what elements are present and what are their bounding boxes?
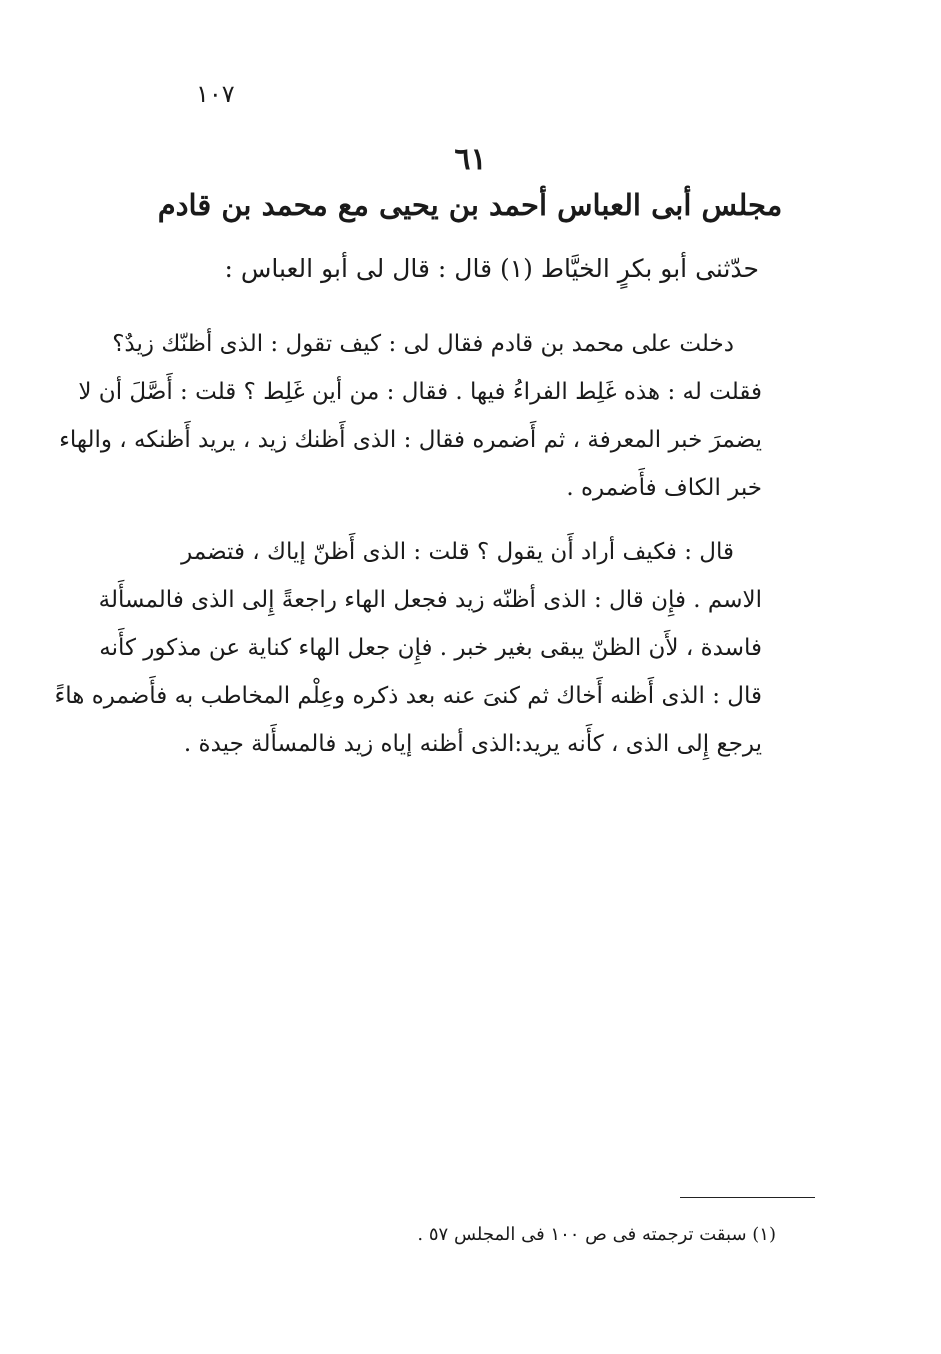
section-title: مجلس أبى العباس أحمد بن يحيى مع محمد بن قادم bbox=[157, 188, 783, 222]
footnote-divider bbox=[680, 1197, 815, 1198]
paragraph-line: قال : فكيف أراد أَن يقول ؟ قلت : الذى أَظنّ إياك ، فتضمر bbox=[181, 539, 734, 565]
paragraph-line: خبر الكاف فأَضمره . bbox=[566, 475, 762, 501]
footnote: (١) سبقت ترجمته فى ص ١٠٠ فى المجلس ٥٧ . bbox=[417, 1224, 776, 1245]
intro-line: حدّثنى أبو بكرٍ الخيَّاط (١) قال : قال لى أبو العباس : bbox=[224, 254, 759, 283]
paragraph-line: الاسم . فإِن قال : الذى أظنّه زيد فجعل الهاء راجعةً إِلى الذى فالمسأَلة bbox=[98, 587, 762, 613]
paragraph-1 bbox=[59, 320, 762, 512]
paragraph-line: فاسدة ، لأَن الظنّ يبقى بغير خبر . فإِن جعل الهاء كناية عن مذكور كأَنه bbox=[99, 635, 762, 661]
section-number: ٦١ bbox=[454, 142, 487, 177]
paragraph-line: يضمرَ خبر المعرفة ، ثم أَضمره فقال : الذى أَظنك زيد ، يريد أَظنكه ، والهاء bbox=[59, 427, 762, 453]
paragraph-line: فقلت له : هذه غَلِط الفراءُ فيها . فقال : من أين غَلِط ؟ قلت : أَصَّلَ أن لا bbox=[78, 379, 762, 405]
paragraph-line: يرجع إِلى الذى ، كأَنه يريد:الذى أظنه إياه زيد فالمسأَلة جيدة . bbox=[183, 731, 762, 757]
paragraph-2 bbox=[54, 528, 762, 768]
page-number: ١٠٧ bbox=[196, 80, 235, 108]
paragraph-line: قال : الذى أَظنه أَخاك ثم كنىَ عنه بعد ذكره وعِلْم المخاطب به فأَضمره هاءً bbox=[54, 683, 762, 709]
paragraph-line: دخلت على محمد بن قادم فقال لى : كيف تقول : الذى أظنّك زيدٌ؟ bbox=[112, 331, 734, 357]
